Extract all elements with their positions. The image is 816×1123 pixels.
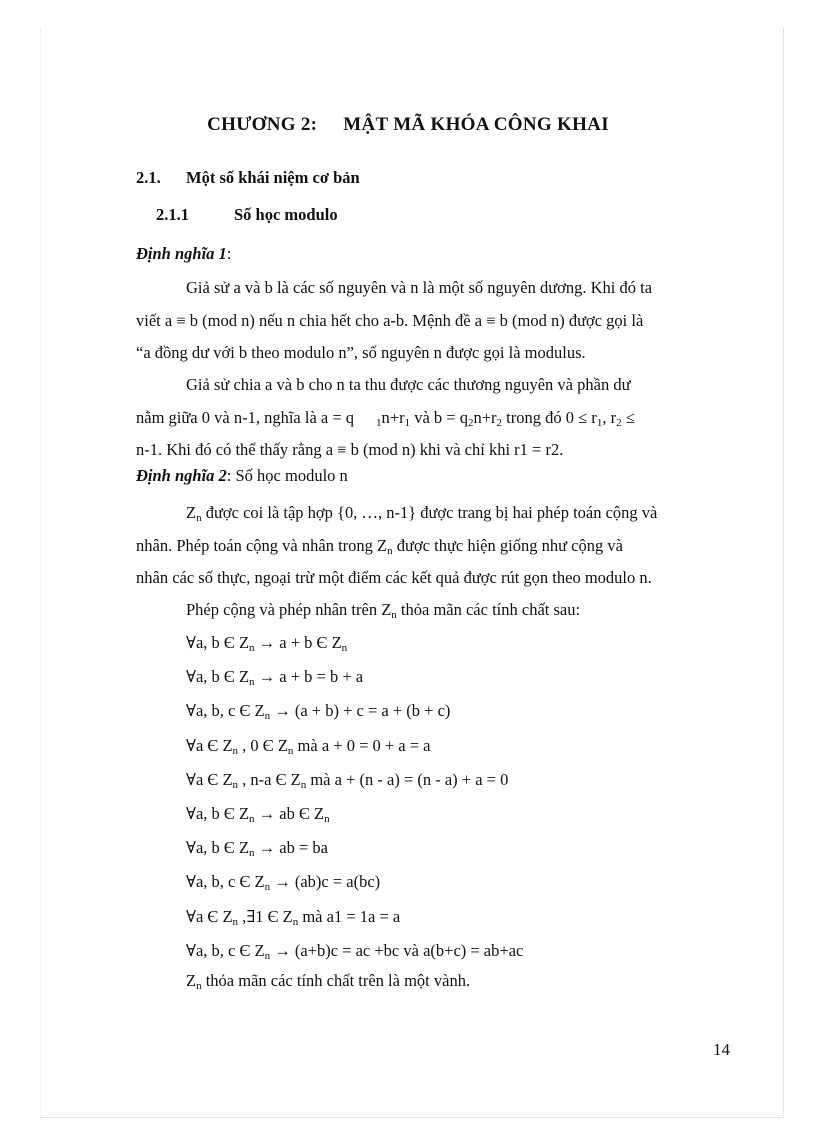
definition-2-label: Định nghĩa 2 bbox=[136, 466, 227, 485]
subsection-title: Số học modulo bbox=[234, 205, 338, 224]
chapter-number: CHƯƠNG 2: bbox=[207, 114, 318, 135]
chapter-title bbox=[0, 114, 816, 136]
paragraph-3-line-2: nhân. Phép toán cộng và nhân trong $Z_n$ được thực hiện giống như cộng và bbox=[136, 535, 623, 557]
property-line: ∀a Є $Z_n$ ,∃1 Є $Z_n$ mà a1 = 1a = a bbox=[186, 906, 401, 928]
paragraph-3-line-3: nhân các số thực, ngoại trừ một điểm các kết quả được rút gọn theo modulo n. bbox=[136, 568, 652, 587]
paragraph-1 bbox=[136, 272, 766, 370]
definition-1-suffix: : bbox=[226, 244, 232, 263]
paragraph-4: Phép cộng và phép nhân trên $Z_n$ thỏa mãn các tính chất sau: bbox=[186, 600, 581, 621]
section-title: Một số khái niệm cơ bản bbox=[186, 168, 360, 187]
paragraph-1-line-1: Giả sử a và b là các số nguyên và n là một số nguyên dương. Khi đó ta bbox=[186, 278, 653, 297]
paragraph-2-line-2: nằm giữa 0 và n-1, nghĩa là a = q $_1n+r_1$ và $b = q_2n+r_2$ trong đó $0 \le r_1$, $r_2$ ≤ bbox=[136, 407, 635, 429]
subsection-heading bbox=[156, 205, 338, 225]
paragraph-2-line-3: n-1. Khi đó có thể thấy rằng a ≡ b (mod n) khi và chỉ khi r1 = r2. bbox=[136, 440, 564, 459]
property-line: ∀a, b, c Є $Z_n \to (a + b) + c = a + (b + c)$ bbox=[186, 701, 451, 723]
subsection-number: 2.1.1 bbox=[156, 205, 189, 224]
paragraph-3 bbox=[136, 497, 766, 595]
paragraph-3-line-1: $Z_n$ được coi là tập hợp {0, …, n-1} được trang bị hai phép toán cộng và bbox=[186, 503, 658, 524]
paragraph-1-line-3: “a đồng dư với b theo modulo n”, số nguyên n được gọi là modulus. bbox=[136, 343, 586, 362]
property-line: ∀a, b Є $Z_n \to a + b$ Є $Z_n$ bbox=[186, 633, 348, 654]
definition-2 bbox=[136, 466, 348, 486]
property-line: ∀a, b, c Є $Z_n \to (ab)c = a(bc)$ bbox=[186, 872, 381, 894]
paragraph-2 bbox=[136, 369, 766, 467]
section-heading bbox=[136, 168, 360, 188]
property-line: ∀a, b Є $Z_n \to a + b = b + a$ bbox=[186, 667, 364, 689]
section-number: 2.1. bbox=[136, 168, 161, 187]
definition-1 bbox=[136, 244, 231, 264]
property-line: ∀a, b, c Є $Z_n \to (a+b)c$ = ac +bc và a(b+c) = ab+ac bbox=[186, 940, 524, 962]
property-line: ∀a, b Є $Z_n$ → ab = ba bbox=[186, 838, 328, 860]
paragraph-2-line-1: Giả sử chia a và b cho n ta thu được các thương nguyên và phần dư bbox=[186, 375, 631, 394]
property-line: ∀a Є $Z_n$ , 0 Є $Z_n$ mà a + 0 = 0 + a = a bbox=[186, 735, 431, 757]
chapter-name: MẬT MÃ KHÓA CÔNG KHAI bbox=[343, 114, 609, 135]
paragraph-1-line-2: viết a ≡ b (mod n) nếu n chia hết cho a-b. Mệnh đề a ≡ b (mod n) được gọi là bbox=[136, 310, 644, 330]
property-line: ∀a, b Є $Z_n$ → ab Є $Z_n$ bbox=[186, 804, 330, 825]
page-number: 14 bbox=[713, 1040, 730, 1059]
definition-2-text: : Số học modulo n bbox=[226, 466, 348, 485]
definition-1-label: Định nghĩa 1 bbox=[136, 244, 227, 263]
property-line: ∀a Є $Z_n$ , n-a Є $Z_n$ mà a + (n - a) = (n - a) + a = 0 bbox=[186, 769, 509, 791]
conclusion: $Z_n$ thỏa mãn các tính chất trên là một vành. bbox=[186, 971, 471, 992]
